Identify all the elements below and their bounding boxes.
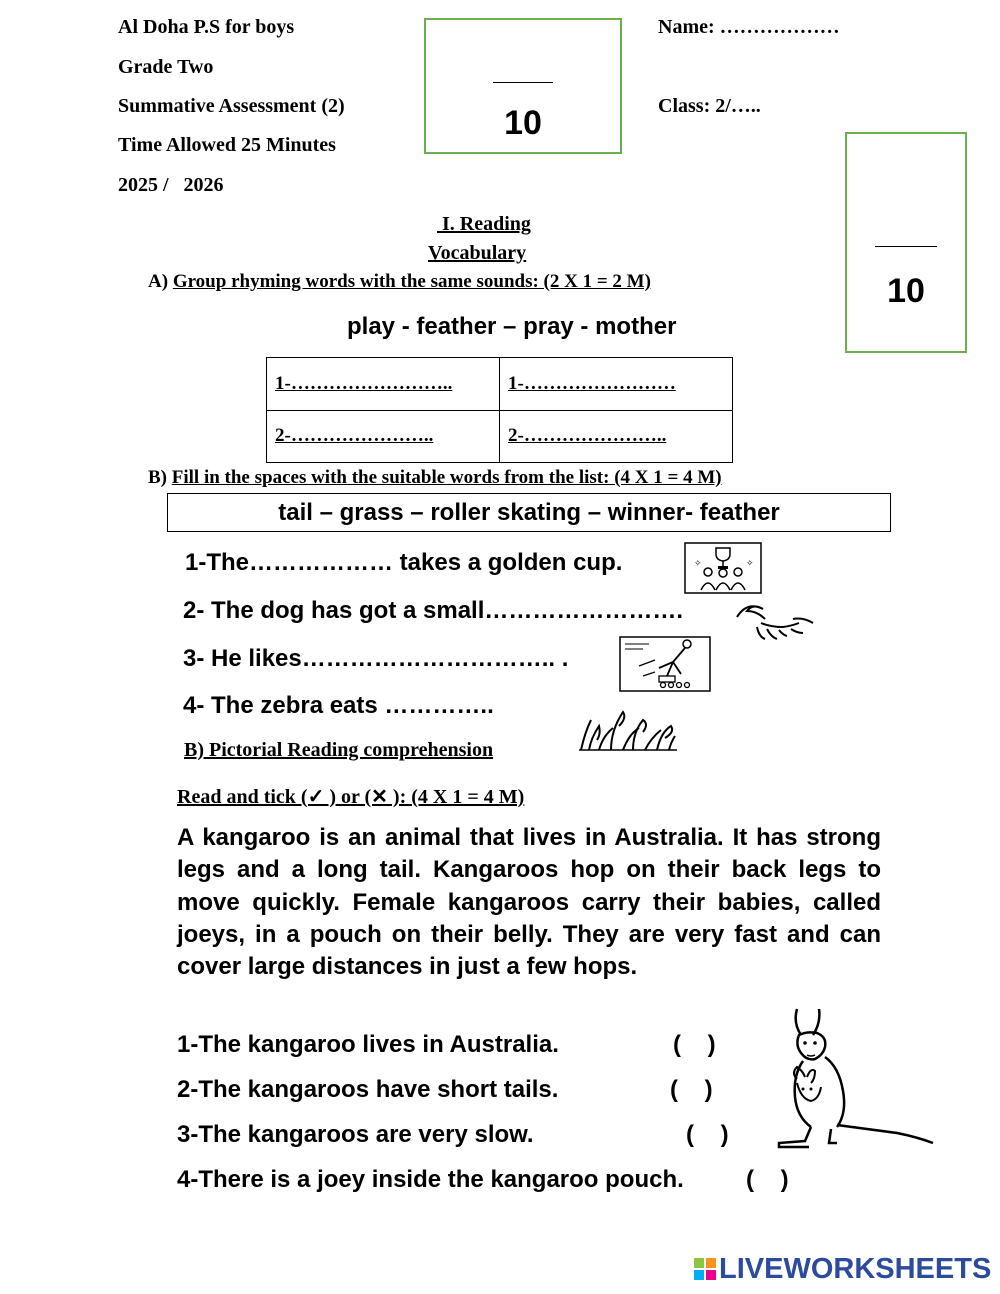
assessment-title: Summative Assessment (2) bbox=[118, 95, 345, 117]
liveworksheets-logo-icon bbox=[693, 1257, 717, 1281]
school-name: Al Doha P.S for boys bbox=[118, 16, 295, 38]
kangaroo-icon bbox=[775, 1005, 937, 1150]
tick-box-1[interactable]: ( ) bbox=[673, 1031, 716, 1058]
rhyme-cell-1-left[interactable]: 1-…………………….. bbox=[267, 358, 500, 411]
svg-text:✧: ✧ bbox=[694, 559, 702, 569]
fill-sentence-3[interactable]: 3- He likes………………………….. . bbox=[183, 645, 569, 672]
rhyme-cell-2-right[interactable]: 2-………………….. bbox=[500, 410, 733, 463]
rhyme-cell-2-left[interactable]: 2-………………….. bbox=[267, 410, 500, 463]
section-subtitle: Vocabulary bbox=[428, 242, 527, 264]
statement-2: 2-The kangaroos have short tails. bbox=[177, 1076, 559, 1103]
time-allowed: Time Allowed 25 Minutes bbox=[118, 134, 336, 156]
trophy-winner-icon bbox=[684, 542, 762, 594]
tick-box-4[interactable]: ( ) bbox=[746, 1166, 789, 1193]
name-field[interactable]: Name: ……………… bbox=[658, 16, 840, 38]
tick-box-3[interactable]: ( ) bbox=[686, 1121, 729, 1148]
part-c-title: B) Pictorial Reading comprehension bbox=[184, 739, 494, 761]
score-total: 10 bbox=[504, 104, 542, 142]
roller-skating-icon bbox=[619, 636, 711, 692]
section-title: I. Reading bbox=[437, 213, 531, 235]
tick-box-2[interactable]: ( ) bbox=[670, 1076, 713, 1103]
fill-sentence-1[interactable]: 1-The……………… takes a golden cup. bbox=[185, 549, 623, 576]
score-box-main[interactable] bbox=[424, 18, 622, 154]
rhyme-word-list: play - feather – pray - mother bbox=[347, 313, 677, 340]
school-year: 2025 / 2026 bbox=[118, 174, 224, 196]
score-line bbox=[493, 82, 553, 83]
table-row bbox=[267, 358, 733, 411]
fill-word-list: tail – grass – roller skating – winner- feather bbox=[167, 493, 891, 532]
fill-sentence-2[interactable]: 2- The dog has got a small……………………. bbox=[183, 597, 684, 624]
part-c-instruction: Read and tick (✓ ) or (✕ ): (4 X 1 = 4 M) bbox=[177, 786, 525, 808]
part-a-letter: A) bbox=[148, 271, 173, 292]
reading-passage: A kangaroo is an animal that lives in Australia. It has strong legs and a long tail. Kangaroos hop on their back legs to move quickly. Female kangaroos carry their babies, called joeys, in a pouch on their belly. They are very fast and can cover large distances in just a few hops. bbox=[177, 824, 881, 981]
grade: Grade Two bbox=[118, 56, 214, 78]
part-b-heading bbox=[148, 467, 722, 489]
part-b-instruction: Fill in the spaces with the suitable words from the list: (4 X 1 = 4 M) bbox=[171, 467, 722, 488]
rhyme-table bbox=[266, 357, 733, 463]
score-total: 10 bbox=[887, 272, 925, 310]
statement-3: 3-The kangaroos are very slow. bbox=[177, 1121, 534, 1148]
rhyme-cell-1-right[interactable]: 1-…………………… bbox=[500, 358, 733, 411]
tail-icon bbox=[733, 599, 815, 641]
brand-name: LIVEWORKSHEETS bbox=[719, 1252, 992, 1285]
part-b-letter: B) bbox=[148, 467, 172, 488]
grass-icon bbox=[577, 700, 679, 752]
table-row bbox=[267, 410, 733, 463]
part-a-heading bbox=[148, 271, 651, 293]
fill-sentence-4[interactable]: 4- The zebra eats ………….. bbox=[183, 692, 494, 719]
statement-4: 4-There is a joey inside the kangaroo pouch. bbox=[177, 1166, 684, 1193]
svg-text:✧: ✧ bbox=[746, 559, 754, 569]
class-field[interactable]: Class: 2/….. bbox=[658, 95, 761, 117]
statement-1: 1-The kangaroo lives in Australia. bbox=[177, 1031, 559, 1058]
score-line bbox=[875, 246, 937, 247]
score-box-reading[interactable] bbox=[845, 132, 967, 353]
liveworksheets-logo bbox=[693, 1253, 991, 1285]
part-a-instruction: Group rhyming words with the same sounds: (2 X 1 = 2 M) bbox=[172, 271, 651, 292]
